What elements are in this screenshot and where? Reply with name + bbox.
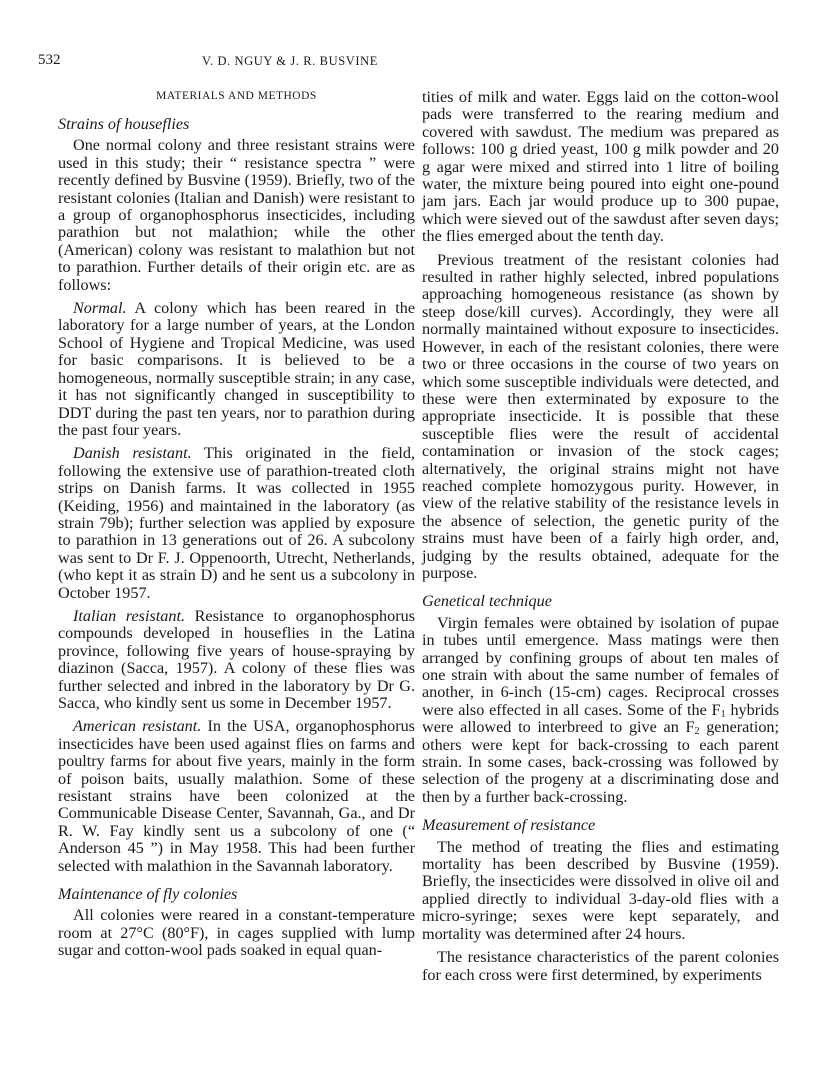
paragraph-resistance-characteristics: The resistance characteristics of the parent colonies for each cross were first determined, by experiments bbox=[422, 948, 779, 984]
paragraph-strains-intro: One normal colony and three resistant strains were used in this study; their “ resistance spectra ” were recently defined by Busvine (1959). Briefly, two of the resistant colonies (Italian and Danish) were resistant to a group of organophosphorus insecticides, including parathion but not malathion; while the other (American) colony was resistant to malathion but not to parathion. Further details of their origin etc. are as follows: bbox=[58, 136, 415, 294]
paragraph-american bbox=[58, 718, 415, 875]
text-italian: Resistance to organophosphorus compounds developed in houseflies in the Latina province, following five years of house-spraying by diazinon (Sacca, 1957). A colony of these flies was further selected and inbred in the laboratory by Dr G. Sacca, who kindly sent us some in December 1957. bbox=[58, 606, 415, 712]
section-title: MATERIALS AND METHODS bbox=[156, 90, 317, 102]
subheading-maintenance: Maintenance of fly colonies bbox=[58, 885, 238, 904]
subheading-strains: Strains of houseflies bbox=[58, 115, 190, 133]
paragraph-normal bbox=[58, 300, 415, 439]
right-column bbox=[422, 89, 779, 990]
run-in-danish: Danish resistant. bbox=[73, 444, 192, 463]
paragraph-genetical-technique bbox=[422, 615, 779, 806]
subheading-genetical-technique: Genetical technique bbox=[422, 592, 552, 611]
left-column bbox=[58, 89, 415, 966]
text-normal: A colony which has been reared in the laboratory for a large number of years, at the London School of Hygiene and Tropical Medicine, was used for basic comparisons. It is believed to be a homogeneous, normally susceptible strain; in any case, it has not significantly changed in susceptibility to DDT during the past ten years, nor to parathion during the past four years. bbox=[58, 299, 415, 439]
text-genetical-c: generation; others were kept for back-crossing to each parent strain. In some cases, back-crossing was followed by selection of the progeny at a discriminating dose and then by a further back-crossing. bbox=[422, 718, 780, 806]
paragraph-danish bbox=[58, 445, 415, 602]
subscript-f1: 1 bbox=[720, 708, 726, 720]
paragraph-measurement: The method of treating the flies and estimating mortality has been described by Busvine (1959). Briefly, the insecticides were dissolved in olive oil and applied directly to individual 3-day-old flies with a micro-syringe; sexes were kept separately, and mortality was determined after 24 hours. bbox=[422, 837, 779, 943]
text-genetical-b: hybrids were allowed to interbreed to give an F bbox=[422, 700, 780, 737]
run-in-normal: Normal. bbox=[73, 299, 127, 318]
run-in-american: American resistant. bbox=[73, 717, 202, 736]
running-title-authors: V. D. NGUY & J. R. BUSVINE bbox=[202, 54, 379, 68]
paragraph-maintenance: All colonies were reared in a constant-temperature room at 27°C (80°F), in cages supplied with lump sugar and cotton-wool pads soaked in equal quan- bbox=[58, 906, 415, 960]
paragraph-italian bbox=[58, 608, 415, 712]
paragraph-previous-treatment: Previous treatment of the resistant colonies had resulted in rather highly selected, inbred populations approaching homogeneous resistance (as shown by steep dose/kill curves). Accordingly, they were all normally maintained without exposure to insecticides. However, in each of the resistant colonies, there were two or three occasions in the course of two years on which some susceptible individuals were detected, and these were then exterminated by exposure to the appropriate insecticide. It is possible that these susceptible flies were the result of accidental contamination or invasion of the stock cages; alternatively, the original strains might not have reached complete homozygous purity. However, in view of the relative stability of the resistance levels in the absence of selection, the genetic purity of the strains must have been of a fairly high order, and, judging by the results obtained, adequate for the purpose. bbox=[422, 250, 779, 582]
running-head bbox=[38, 52, 778, 72]
paragraph-maintenance-continued: tities of milk and water. Eggs laid on the cotton-wool pads were transferred to the rearing medium and covered with sawdust. The medium was prepared as follows: 100 g dried yeast, 100 g milk powder and 20 g agar were mixed and stirred into 1 litre of boiling water, the mixture being poured into eight one-pound jam jars. Each jar would produce up to 300 pupae, which were sieved out of the sawdust after seven days; the flies emerged about the tenth day. bbox=[422, 88, 779, 246]
text-american: In the USA, organophosphorus insecticides have been used against flies on farms and poultry farms for about five years, mainly in the form of poison baits, usually malathion. Some of these resistant strains have been colonized at the Communicable Disease Center, Savannah, Ga., and Dr R. W. Fay kindly sent us a subcolony of one (“ Anderson 45 ”) in May 1958. This had been further selected with malathion in the Savannah laboratory. bbox=[58, 717, 415, 875]
run-in-italian: Italian resistant. bbox=[73, 606, 185, 625]
page-number: 532 bbox=[38, 52, 61, 68]
subscript-f2: 2 bbox=[694, 726, 700, 738]
text-danish: This originated in the field, following the extensive use of parathion-treated cloth strips on Danish farms. It was collected in 1955 (Keiding, 1956) and maintained in the laboratory (as strain 79b); further selection was applied by exposure to parathion in 13 generations out of 26. A subcolony was sent to Dr F. J. Oppenoorth, Utrecht, Netherlands, (who kept it as strain D) and he sent us a subcolony in October 1957. bbox=[58, 444, 415, 602]
subheading-measurement: Measurement of resistance bbox=[422, 816, 596, 835]
text-genetical-a: Virgin females were obtained by isolation of pupae in tubes until emergence. Mass matings were then arranged by confining groups of about ten males of one strain with about the same number of females of another, in 6-inch (15-cm) cages. Reciprocal crosses were also effected in all cases. Some of the F bbox=[422, 613, 779, 719]
